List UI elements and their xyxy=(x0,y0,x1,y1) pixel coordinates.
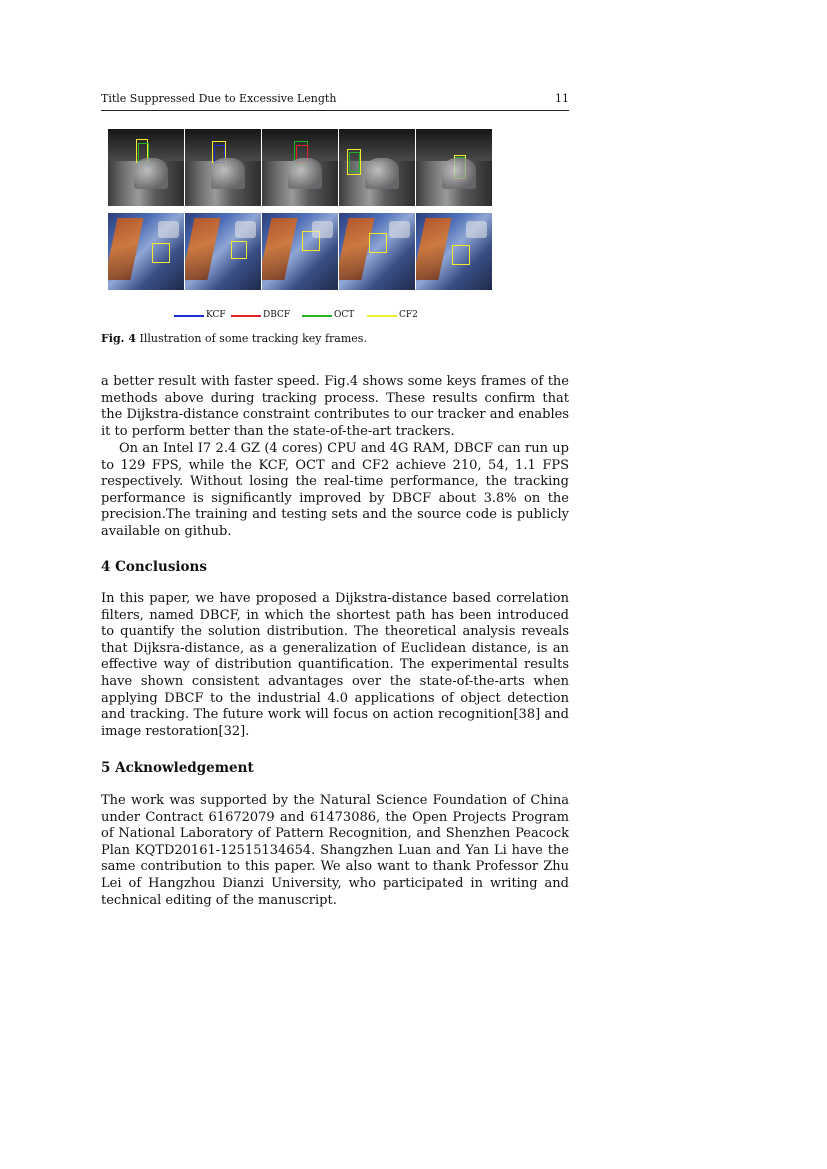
caption-text: Illustration of some tracking key frames. xyxy=(139,332,367,345)
section-heading-conclusions: 4 Conclusions xyxy=(101,559,207,575)
cf2-box xyxy=(454,155,466,179)
key-frame xyxy=(185,213,261,290)
figure-caption xyxy=(101,332,367,345)
car-sequence-row xyxy=(108,129,492,206)
legend-swatch xyxy=(367,315,397,317)
legend-swatch xyxy=(302,315,332,317)
cf2-box xyxy=(152,243,170,263)
key-frame xyxy=(262,213,338,290)
key-frame xyxy=(339,129,415,206)
figure-legend xyxy=(174,310,434,322)
page-number: 11 xyxy=(555,92,569,105)
paragraph-results: a better result with faster speed. Fig.4 shows some keys frames of the methods above during tracking process. These results confirm that the Dijkstra-distance constraint contributes to our tracker and enables it to perform better than the state-of-the-art trackers. xyxy=(101,374,569,439)
cf2-box xyxy=(369,233,387,253)
running-title: Title Suppressed Due to Excessive Length xyxy=(101,92,337,105)
legend-label: DBCF xyxy=(263,310,291,320)
cf2-box xyxy=(302,231,320,251)
oct-box xyxy=(349,152,360,172)
caption-label: Fig. 4 xyxy=(101,332,136,345)
kcf-box xyxy=(214,145,225,163)
page-header xyxy=(101,92,569,111)
key-frame xyxy=(416,129,492,206)
legend-label: CF2 xyxy=(399,310,418,320)
legend-label: OCT xyxy=(334,310,355,320)
cf2-box xyxy=(231,241,247,259)
key-frame xyxy=(185,129,261,206)
paragraph-speed: On an Intel I7 2.4 GZ (4 cores) CPU and 4G RAM, DBCF can run up to 129 FPS, while the KCF, OCT and CF2 achieve 210, 54, 1.1 FPS respectively. Without losing the real-time performance, the tracking performance is significantly improved by DBCF about 3.8% on the precision.The training and testing sets and the source code is publicly available on github. xyxy=(101,441,569,539)
oct-box xyxy=(455,157,465,177)
paragraph-acknowledgement: The work was supported by the Natural Science Foundation of China under Contract 61672079 and 61473086, the Open Projects Program of National Laboratory of Pattern Recognition, and Shenzhen Peacock Plan KQTD20161-12515134654. Shangzhen Luan and Yan Li have the same contribution to this paper. We also want to thank Professor Zhu Lei of Hangzhou Dianzi University, who participated in writing and technical editing of the manuscript. xyxy=(101,793,569,908)
key-frame xyxy=(416,213,492,290)
key-frame xyxy=(339,213,415,290)
robot-sequence-row xyxy=(108,213,492,290)
legend-swatch xyxy=(174,315,204,317)
dbcf-box xyxy=(296,145,308,163)
oct-box xyxy=(138,143,149,163)
section-heading-acknowledgement: 5 Acknowledgement xyxy=(101,760,254,776)
key-frame xyxy=(108,213,184,290)
paragraph-conclusions: In this paper, we have proposed a Dijkstra-distance based correlation filters, named DBCF, in which the shortest path has been introduced to quantify the solution distribution. The theoretical analysis reveals that Dijksra-distance, as a generalization of Euclidean distance, is an effective way of distribution quantification. The experimental results have shown consistent advantages over the state-of-the-arts when applying DBCF to the industrial 4.0 applications of object detection and tracking. The future work will focus on action recognition[38] and image restoration[32]. xyxy=(101,591,569,739)
legend-swatch xyxy=(231,315,261,317)
key-frame xyxy=(262,129,338,206)
legend-label: KCF xyxy=(206,310,226,320)
cf2-box xyxy=(452,245,470,265)
key-frame xyxy=(108,129,184,206)
